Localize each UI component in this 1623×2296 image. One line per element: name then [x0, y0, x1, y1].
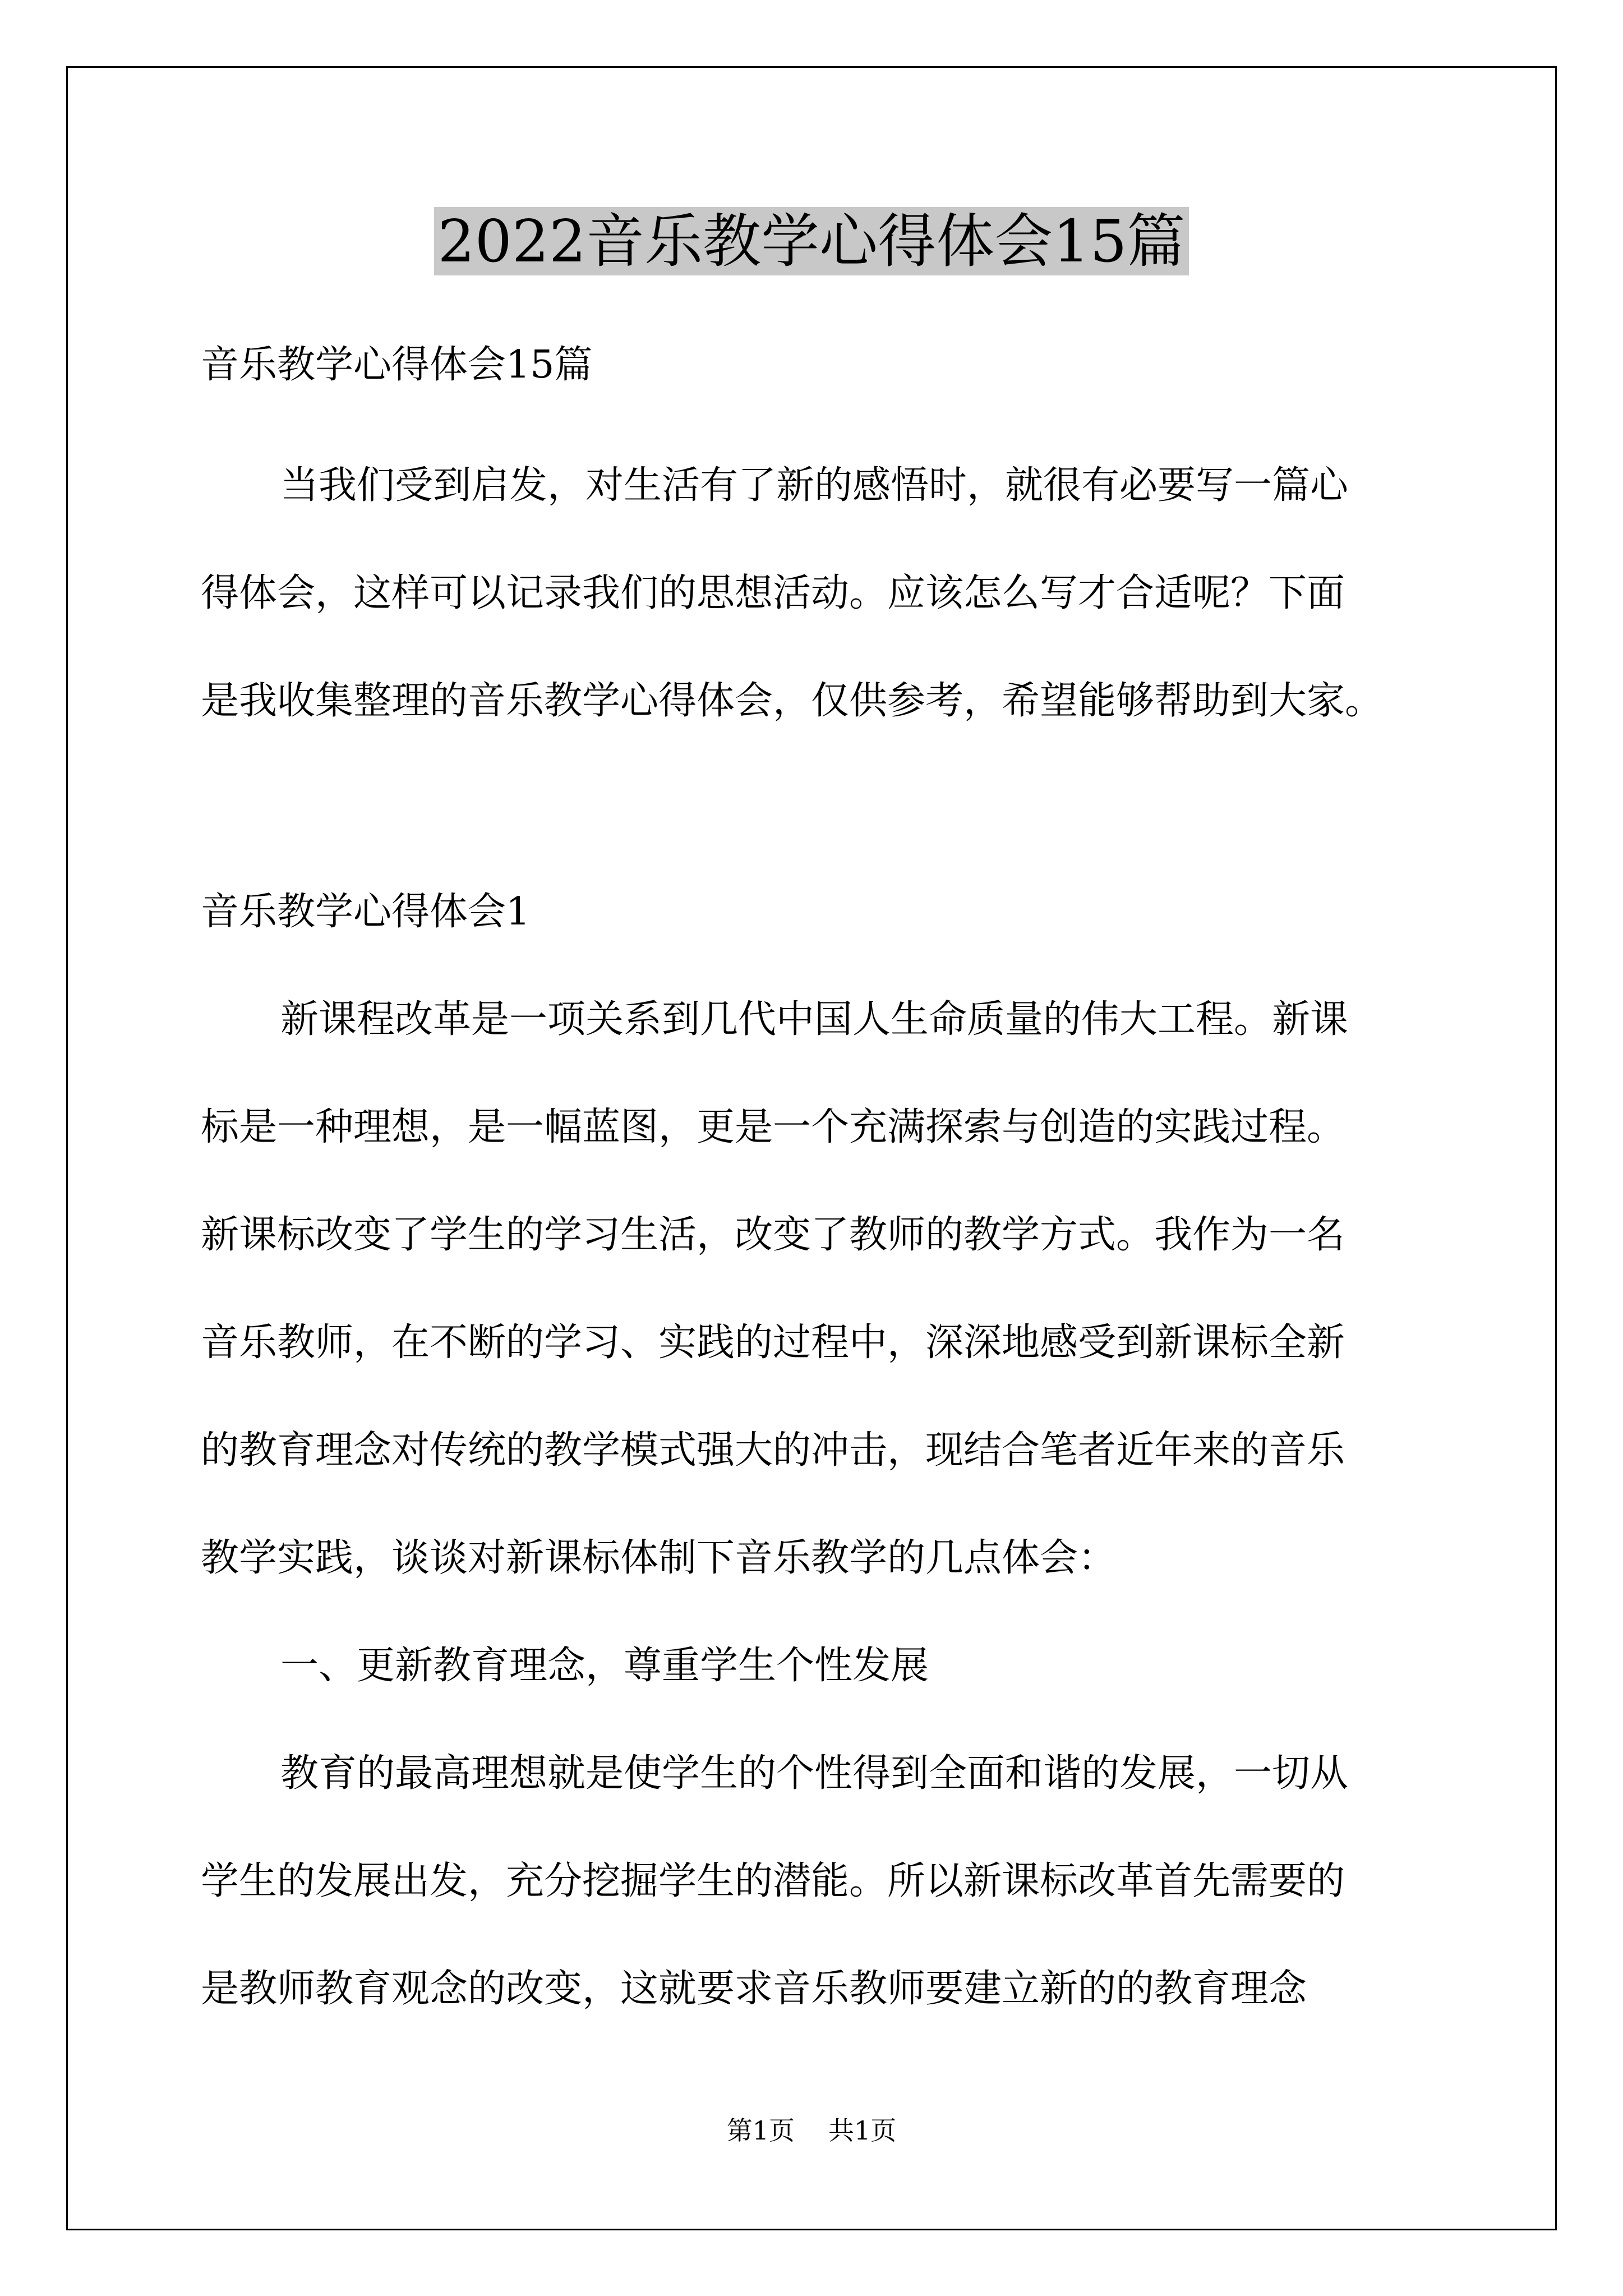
subsection-heading: 一、更新教育理念，尊重学生个性发展 [280, 1644, 929, 1688]
paragraph-line: 的教育理念对传统的教学模式强大的冲击，现结合笔者近年来的音乐 [201, 1428, 1345, 1473]
page-number: 第1页 [726, 2115, 795, 2146]
page-total: 共1页 [828, 2115, 897, 2146]
paragraph-line: 得体会，这样可以记录我们的思想活动。应该怎么写才合适呢？下面 [201, 571, 1345, 615]
paragraph-line: 标是一种理想，是一幅蓝图，更是一个充满探索与创造的实践过程。 [201, 1105, 1345, 1149]
page-footer [0, 2114, 1623, 2147]
paragraph-line: 音乐教师，在不断的学习、实践的过程中，深深地感受到新课标全新 [201, 1320, 1345, 1365]
paragraph-line: 教育的最高理想就是使学生的个性得到全面和谐的发展，一切从 [280, 1751, 1349, 1796]
paragraph-line: 教学实践，谈谈对新课标体制下音乐教学的几点体会： [201, 1536, 1117, 1580]
paragraph-line: 是教师教育观念的改变，这就要求音乐教师要建立新的的教育理念 [201, 1967, 1307, 2011]
paragraph-line: 学生的发展出发，充分挖掘学生的潜能。所以新课标改革首先需要的 [201, 1859, 1345, 1903]
paragraph-line: 新课标改变了学生的学习生活，改变了教师的教学方式。我作为一名 [201, 1213, 1345, 1257]
document-title-text: 2022音乐教学心得体会15篇 [434, 207, 1188, 275]
paragraph-line: 新课程改革是一项关系到几代中国人生命质量的伟大工程。新课 [280, 997, 1349, 1042]
paragraph-line: 当我们受到启发，对生活有了新的感悟时，就很有必要写一篇心 [280, 463, 1349, 508]
document-title [0, 202, 1623, 280]
section-heading: 音乐教学心得体会1 [201, 890, 531, 934]
subtitle-line: 音乐教学心得体会15篇 [201, 343, 593, 387]
paragraph-line: 是我收集整理的音乐教学心得体会，仅供参考，希望能够帮助到大家。 [201, 679, 1384, 723]
